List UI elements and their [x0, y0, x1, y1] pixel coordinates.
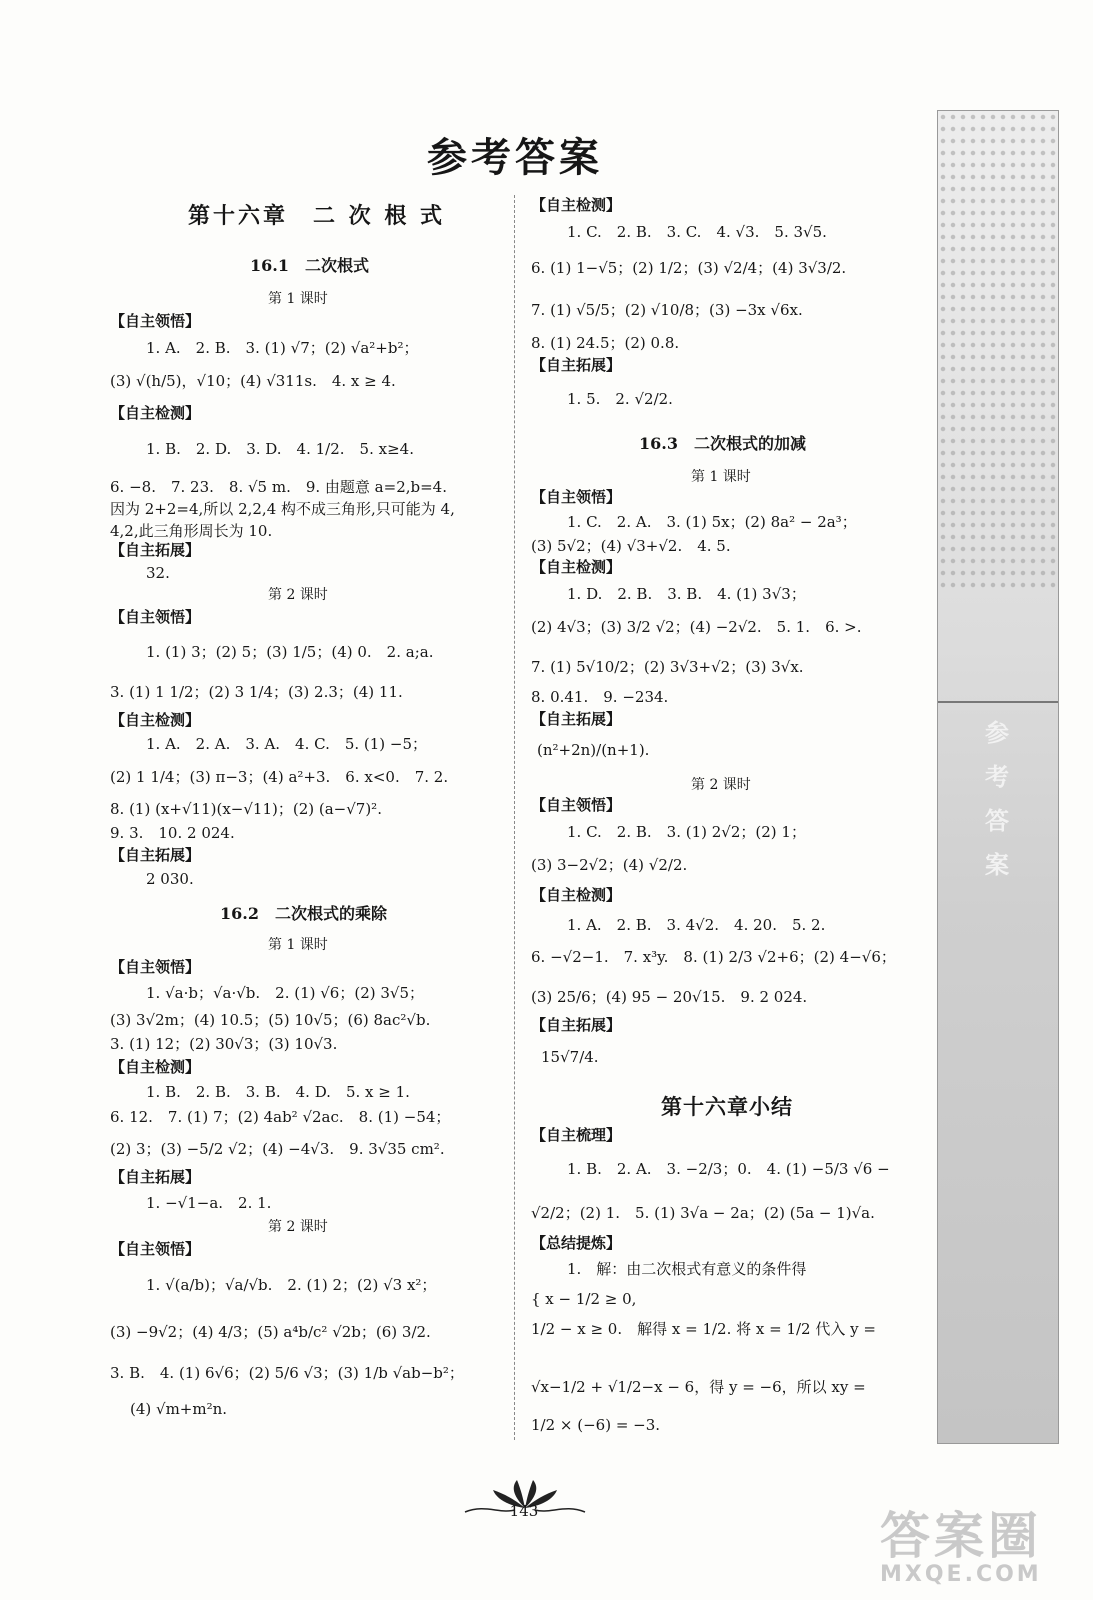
answer-line: 6. 12. 7. (1) 7；(2) 4ab² √2ac. 8. (1) −54；: [110, 1108, 451, 1126]
section-tag: 【自主拓展】: [531, 710, 622, 728]
lesson-heading: 第 1 课时: [268, 291, 328, 307]
answer-line: 1. A. 2. A. 3. A. 4. C. 5. (1) −5；: [146, 735, 428, 753]
answer-line: 1. B. 2. D. 3. D. 4. 1/2. 5. x≥4.: [146, 440, 414, 458]
watermark-url: MXQE.COM: [880, 1562, 1042, 1587]
answer-line: 1. √(a/b)；√a/√b. 2. (1) 2；(2) √3 x²；: [146, 1276, 437, 1294]
section-tag: 【自主拓展】: [531, 356, 622, 374]
answer-line: 8. 0.41. 9. −234.: [531, 688, 669, 706]
answer-line: 1. 5. 2. √2/2.: [567, 390, 673, 408]
section-tag: 【自主领悟】: [531, 796, 622, 814]
lesson-heading: 第 2 课时: [268, 587, 328, 603]
answer-line: 3. (1) 12；(2) 30√3；(3) 10√3.: [110, 1035, 338, 1053]
answer-line: 1. C. 2. B. 3. (1) 2√2；(2) 1；: [567, 823, 806, 841]
answer-line: 1/2 − x ≥ 0. 解得 x = 1/2. 将 x = 1/2 代入 y =: [531, 1320, 876, 1338]
answer-line: 1. √a·b；√a·√b. 2. (1) √6；(2) 3√5；: [146, 984, 425, 1002]
answer-line: 6. −√2−1. 7. x³y. 8. (1) 2/3 √2+6；(2) 4−√6；: [531, 948, 896, 966]
section-tag: 【自主梳理】: [531, 1126, 622, 1144]
lesson-heading: 第 2 课时: [691, 777, 751, 793]
page-number: 143: [509, 1502, 539, 1520]
answer-line: 1. B. 2. A. 3. −2/3；0. 4. (1) −5/3 √6 −: [567, 1160, 890, 1178]
answer-line: 1/2 × (−6) = −3.: [531, 1416, 661, 1434]
answer-line: 1. C. 2. A. 3. (1) 5x；(2) 8a² − 2a³；: [567, 513, 857, 531]
answer-line: 7. (1) √5/5；(2) √10/8；(3) −3x √6x.: [531, 301, 803, 319]
answer-line: 2 030.: [146, 870, 194, 888]
section-tag: 【自主领悟】: [531, 488, 622, 506]
side-tab-char: 参: [985, 718, 1011, 747]
tab-rule: [938, 701, 1058, 703]
answer-line: (n²+2n)/(n+1).: [537, 741, 650, 759]
section-tag: 【自主领悟】: [110, 1240, 201, 1258]
section-tag: 【自主拓展】: [110, 846, 201, 864]
answer-line: (4) √m+m²n.: [130, 1400, 228, 1418]
lesson-heading: 第 2 课时: [268, 1219, 328, 1235]
side-tab-char: 案: [985, 850, 1011, 879]
section-tag: 【自主领悟】: [110, 312, 201, 330]
answer-line: 8. (1) (x+√11)(x−√11)；(2) (a−√7)².: [110, 800, 382, 818]
side-tab-char: 答: [985, 806, 1011, 835]
answer-line: (2) 3；(3) −5/2 √2；(4) −4√3. 9. 3√35 cm².: [110, 1140, 445, 1158]
answer-line: 1. D. 2. B. 3. B. 4. (1) 3√3；: [567, 585, 806, 603]
answer-line: 1. (1) 3；(2) 5；(3) 1/5；(4) 0. 2. a;a.: [146, 643, 434, 661]
answer-line: 6. (1) 1−√5；(2) 1/2；(3) √2/4；(4) 3√3/2.: [531, 259, 847, 277]
side-tab-label: [938, 711, 1058, 887]
column-divider: [514, 195, 515, 1440]
answer-line: (3) 3√2m；(4) 10.5；(5) 10√5；(6) 8ac²√b.: [110, 1011, 431, 1029]
answer-line: (3) 3−2√2；(4) √2/2.: [531, 856, 688, 874]
answer-line: 3. B. 4. (1) 6√6；(2) 5/6 √3；(3) 1/b √ab−b²；: [110, 1364, 464, 1382]
answer-line: 1. −√1−a. 2. 1.: [146, 1194, 272, 1212]
answer-line: { x − 1/2 ≥ 0,: [531, 1290, 637, 1308]
side-tab-char: 考: [985, 762, 1011, 791]
answer-line: 7. (1) 5√10/2；(2) 3√3+√2；(3) 3√x.: [531, 658, 804, 676]
answer-line: 1. C. 2. B. 3. C. 4. √3. 5. 3√5.: [567, 223, 827, 241]
answer-line: 4,2,此三角形周长为 10.: [110, 522, 273, 540]
section-tag: 【自主检测】: [531, 886, 622, 904]
answer-line: √2/2；(2) 1. 5. (1) 3√a − 2a；(2) (5a − 1)√a.: [531, 1204, 875, 1222]
section-tag: 【自主拓展】: [110, 1168, 201, 1186]
answer-line: (2) 4√3；(3) 3/2 √2；(4) −2√2. 5. 1. 6. >.: [531, 618, 862, 636]
lesson-heading: 第 1 课时: [268, 937, 328, 953]
answer-line: (3) 5√2；(4) √3+√2. 4. 5.: [531, 537, 731, 555]
answer-line: 因为 2+2=4,所以 2,2,4 构不成三角形,只可能为 4,: [110, 500, 455, 518]
section-tag: 【自主检测】: [531, 196, 622, 214]
chapter-heading: 第十六章 二 次 根 式: [188, 203, 445, 229]
section-tag: 【自主领悟】: [110, 958, 201, 976]
lesson-heading: 第 1 课时: [691, 469, 751, 485]
answer-line: (2) 1 1/4；(3) π−3；(4) a²+3. 6. x<0. 7. 2.: [110, 768, 449, 786]
section-tag: 【自主拓展】: [531, 1016, 622, 1034]
answer-line: (3) −9√2；(4) 4/3；(5) a⁴b/c² √2b；(6) 3/2.: [110, 1323, 431, 1341]
section-tag: 【自主领悟】: [110, 608, 201, 626]
section-tag: 【自主检测】: [110, 404, 201, 422]
section-tag: 【总结提炼】: [531, 1234, 622, 1252]
section-tag: 【自主拓展】: [110, 541, 201, 559]
section-heading: 16.2 二次根式的乘除: [220, 904, 387, 923]
answer-line: 1. 解：由二次根式有意义的条件得: [567, 1260, 807, 1278]
section-tag: 【自主检测】: [110, 711, 201, 729]
answer-line: 15√7/4.: [541, 1048, 599, 1066]
answer-line: 8. (1) 24.5；(2) 0.8.: [531, 334, 680, 352]
answer-line: 6. −8. 7. 23. 8. √5 m. 9. 由题意 a=2,b=4.: [110, 478, 447, 496]
section-tag: 【自主检测】: [531, 558, 622, 576]
answer-line: 1. A. 2. B. 3. 4√2. 4. 20. 5. 2.: [567, 916, 826, 934]
answer-line: 9. 3. 10. 2 024.: [110, 824, 235, 842]
section-tag: 【自主检测】: [110, 1058, 201, 1076]
section-heading: 16.3 二次根式的加减: [639, 434, 806, 453]
answer-line: 1. B. 2. B. 3. B. 4. D. 5. x ≥ 1.: [146, 1083, 410, 1101]
page-title: 参考答案: [427, 134, 603, 181]
watermark-logo: [880, 1507, 1070, 1590]
answer-line: (3) 25/6；(4) 95 − 20√15. 9. 2 024.: [531, 988, 808, 1006]
answer-line: √x−1/2 + √1/2−x − 6，得 y = −6，所以 xy =: [531, 1378, 866, 1396]
section-heading: 16.1 二次根式: [250, 256, 369, 275]
watermark-text: 答案圈: [880, 1507, 1042, 1565]
answer-line: 32.: [146, 564, 170, 582]
answer-line: 1. A. 2. B. 3. (1) √7；(2) √a²+b²；: [146, 339, 419, 357]
summary-heading: 第十六章小结: [661, 1094, 793, 1119]
side-tab: [937, 110, 1059, 1444]
dot-pattern: [938, 111, 1058, 591]
answer-line: 3. (1) 1 1/2；(2) 3 1/4；(3) 2.3；(4) 11.: [110, 683, 403, 701]
answer-line: (3) √(h/5)，√10；(4) √311s. 4. x ≥ 4.: [110, 372, 396, 390]
